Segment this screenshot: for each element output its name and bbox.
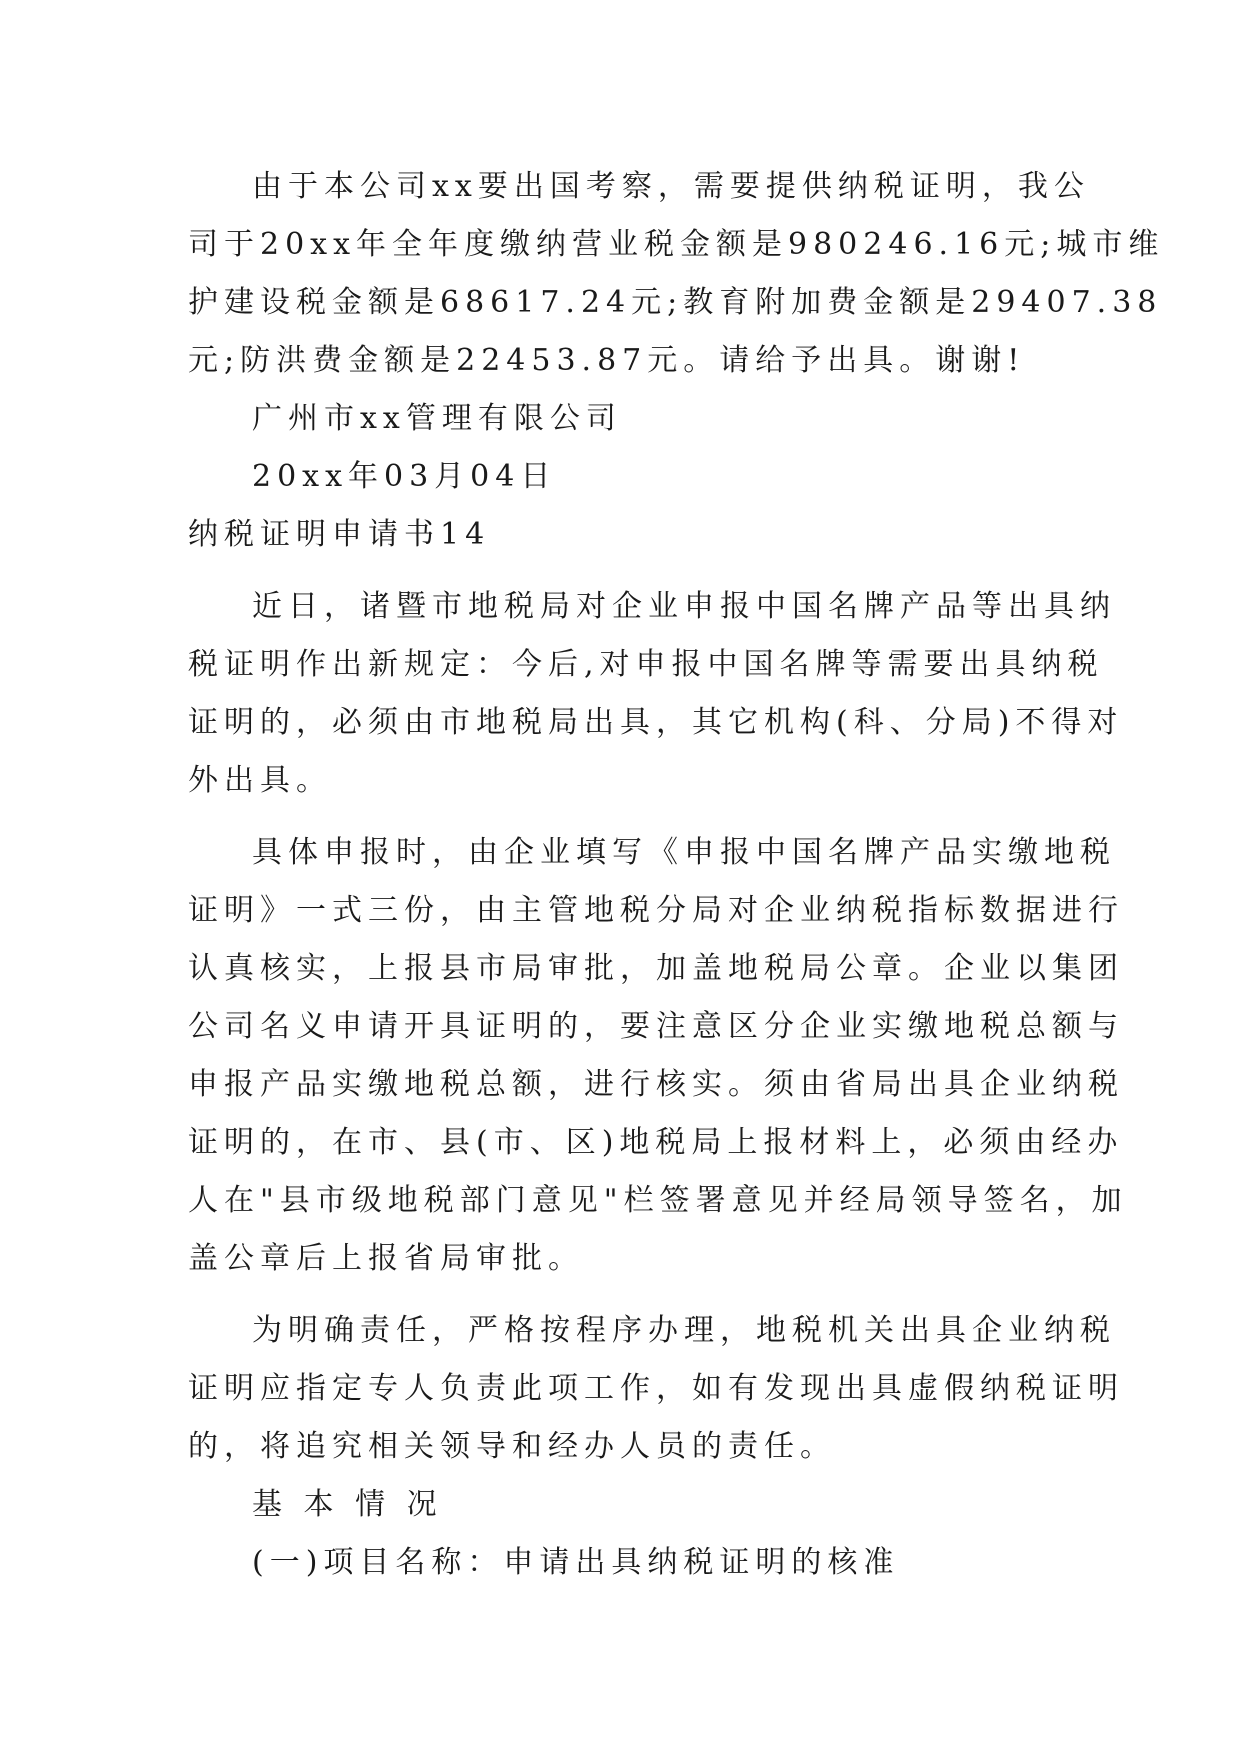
- paragraph-line: 证明应指定专人负责此项工作，如有发现出具虚假纳税证明: [188, 1371, 1124, 1406]
- paragraph-line: 申报产品实缴地税总额，进行核实。须由省局出具企业纳税: [188, 1067, 1124, 1102]
- paragraph-line: 认真核实，上报县市局审批，加盖地税局公章。企业以集团: [188, 951, 1124, 986]
- paragraph-line: 人在"县市级地税部门意见"栏签署意见并经局领导签名，加: [188, 1183, 1128, 1218]
- project-name-line: (一)项目名称：申请出具纳税证明的核准: [252, 1545, 900, 1580]
- date-line: 20xx年03月04日: [252, 459, 557, 494]
- section-title: 纳税证明申请书14: [188, 517, 491, 552]
- paragraph-line: 的，将追究相关领导和经办人员的责任。: [188, 1429, 836, 1464]
- paragraph-line: 护建设税金额是68617.24元;教育附加费金额是29407.38: [188, 285, 1163, 320]
- heading-basic-info: 基 本 情 况: [252, 1487, 443, 1522]
- paragraph-line: 证明》一式三份，由主管地税分局对企业纳税指标数据进行: [188, 893, 1124, 928]
- paragraph-line: 税证明作出新规定：今后,对申报中国名牌等需要出具纳税: [188, 647, 1104, 682]
- document-page: [188, 158, 1165, 1592]
- paragraph-line: 由于本公司xx要出国考察，需要提供纳税证明，我公: [252, 169, 1090, 204]
- paragraph-line: 公司名义申请开具证明的，要注意区分企业实缴地税总额与: [188, 1009, 1124, 1044]
- company-name: 广州市xx管理有限公司: [252, 401, 622, 436]
- paragraph-line: 司于20xx年全年度缴纳营业税金额是980246.16元;城市维: [188, 227, 1165, 262]
- paragraph-line: 元;防洪费金额是22453.87元。请给予出具。谢谢!: [188, 343, 1026, 378]
- paragraph-line: 盖公章后上报省局审批。: [188, 1241, 584, 1276]
- paragraph-line: 为明确责任，严格按程序办理，地税机关出具企业纳税: [252, 1313, 1116, 1348]
- paragraph-line: 具体申报时，由企业填写《申报中国名牌产品实缴地税: [252, 835, 1116, 870]
- paragraph-line: 近日，诸暨市地税局对企业申报中国名牌产品等出具纳: [252, 589, 1116, 624]
- paragraph-line: 外出具。: [188, 763, 332, 798]
- paragraph-line: 证明的，必须由市地税局出具，其它机构(科、分局)不得对: [188, 705, 1124, 740]
- paragraph-line: 证明的，在市、县(市、区)地税局上报材料上，必须由经办: [188, 1125, 1124, 1160]
